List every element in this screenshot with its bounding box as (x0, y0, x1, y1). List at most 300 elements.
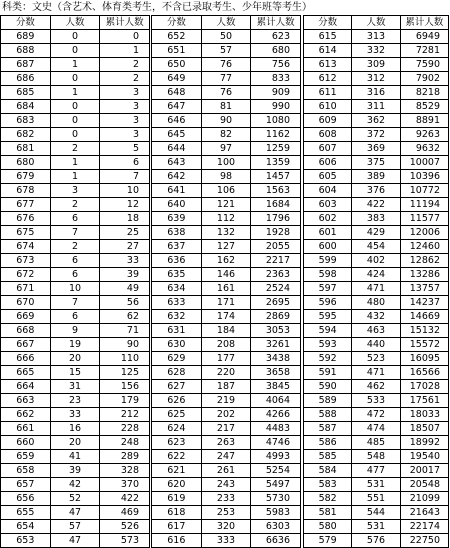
table-row (304, 156, 449, 170)
count-cell: 576 (352, 534, 400, 548)
cumulative-cell: 248 (100, 436, 150, 450)
count-cell: 402 (352, 254, 400, 268)
score-cell: 648 (152, 86, 202, 100)
count-cell: 316 (352, 86, 400, 100)
score-cell: 678 (1, 184, 51, 198)
score-cell: 582 (304, 492, 352, 506)
table-row (304, 268, 449, 282)
cumulative-cell: 71 (100, 324, 150, 338)
cumulative-cell: 6 (100, 156, 150, 170)
table-row (152, 254, 301, 268)
cumulative-cell: 8529 (400, 100, 448, 114)
count-cell: 112 (201, 212, 251, 226)
cumulative-cell: 3 (100, 114, 150, 128)
cumulative-cell: 680 (251, 44, 301, 58)
table-row (152, 100, 301, 114)
score-cell: 634 (152, 282, 202, 296)
score-cell: 638 (152, 226, 202, 240)
cumulative-cell: 12 (100, 198, 150, 212)
score-cell: 619 (152, 492, 202, 506)
count-cell: 98 (201, 170, 251, 184)
cumulative-cell: 4064 (251, 394, 301, 408)
count-cell: 233 (201, 492, 251, 506)
count-cell: 462 (352, 380, 400, 394)
table-row (304, 226, 449, 240)
header-count: 人数 (352, 16, 400, 30)
count-cell: 10 (50, 282, 100, 296)
cumulative-cell: 3 (100, 86, 150, 100)
cumulative-cell: 573 (100, 534, 150, 548)
table-row (152, 534, 301, 548)
cumulative-cell: 1259 (251, 142, 301, 156)
table-row (152, 58, 301, 72)
table-row (1, 394, 150, 408)
table-row (1, 338, 150, 352)
cumulative-cell: 623 (251, 30, 301, 44)
score-cell: 676 (1, 212, 51, 226)
cumulative-cell: 179 (100, 394, 150, 408)
score-cell: 682 (1, 128, 51, 142)
cumulative-cell: 2524 (251, 282, 301, 296)
cumulative-cell: 7590 (400, 58, 448, 72)
cumulative-cell: 20548 (400, 478, 448, 492)
table-row (1, 408, 150, 422)
table-row (304, 422, 449, 436)
cumulative-cell: 756 (251, 58, 301, 72)
count-cell: 6 (50, 268, 100, 282)
count-cell: 121 (201, 198, 251, 212)
score-cell: 596 (304, 296, 352, 310)
table-row (304, 296, 449, 310)
count-cell: 383 (352, 212, 400, 226)
score-cell: 627 (152, 380, 202, 394)
count-cell: 81 (201, 100, 251, 114)
cumulative-cell: 18992 (400, 436, 448, 450)
count-cell: 146 (201, 268, 251, 282)
score-table-2 (151, 15, 301, 548)
score-cell: 589 (304, 394, 352, 408)
score-cell: 608 (304, 128, 352, 142)
cumulative-cell: 1457 (251, 170, 301, 184)
cumulative-cell: 3 (100, 100, 150, 114)
score-cell: 631 (152, 324, 202, 338)
count-cell: 440 (352, 338, 400, 352)
header-row (1, 16, 150, 30)
cumulative-cell: 6949 (400, 30, 448, 44)
table-row (1, 310, 150, 324)
cumulative-cell: 1796 (251, 212, 301, 226)
table-row (304, 408, 449, 422)
count-cell: 19 (50, 338, 100, 352)
cumulative-cell: 14237 (400, 296, 448, 310)
count-cell: 2 (50, 198, 100, 212)
cumulative-cell: 328 (100, 464, 150, 478)
cumulative-cell: 2217 (251, 254, 301, 268)
table-row (152, 142, 301, 156)
header-cumulative: 累计人数 (251, 16, 301, 30)
count-cell: 261 (201, 464, 251, 478)
score-cell: 664 (1, 380, 51, 394)
score-cell: 688 (1, 44, 51, 58)
score-cell: 653 (1, 534, 51, 548)
count-cell: 77 (201, 72, 251, 86)
cumulative-cell: 10396 (400, 170, 448, 184)
count-cell: 132 (201, 226, 251, 240)
score-cell: 617 (152, 520, 202, 534)
table-row (1, 72, 150, 86)
cumulative-cell: 11194 (400, 198, 448, 212)
cumulative-cell: 56 (100, 296, 150, 310)
count-cell: 6 (50, 212, 100, 226)
cumulative-cell: 7281 (400, 44, 448, 58)
table-row (1, 198, 150, 212)
cumulative-cell: 2 (100, 58, 150, 72)
cumulative-cell: 5254 (251, 464, 301, 478)
table-row (304, 436, 449, 450)
score-cell: 666 (1, 352, 51, 366)
cumulative-cell: 3658 (251, 366, 301, 380)
score-cell: 643 (152, 156, 202, 170)
count-cell: 76 (201, 86, 251, 100)
count-cell: 531 (352, 520, 400, 534)
table-row (304, 44, 449, 58)
count-cell: 3 (50, 184, 100, 198)
table-row (304, 240, 449, 254)
table-row (152, 86, 301, 100)
table-row (304, 198, 449, 212)
table-row (1, 450, 150, 464)
cumulative-cell: 16566 (400, 366, 448, 380)
cumulative-cell: 2695 (251, 296, 301, 310)
count-cell: 375 (352, 156, 400, 170)
score-cell: 607 (304, 142, 352, 156)
table-row (152, 184, 301, 198)
table-row (304, 58, 449, 72)
count-cell: 0 (50, 72, 100, 86)
cumulative-cell: 8891 (400, 114, 448, 128)
score-cell: 637 (152, 240, 202, 254)
table-row (304, 128, 449, 142)
cumulative-cell: 10772 (400, 184, 448, 198)
score-cell: 605 (304, 170, 352, 184)
count-cell: 33 (50, 408, 100, 422)
cumulative-cell: 21643 (400, 506, 448, 520)
table-row (304, 170, 449, 184)
cumulative-cell: 20017 (400, 464, 448, 478)
score-cell: 662 (1, 408, 51, 422)
cumulative-cell: 7 (100, 170, 150, 184)
count-cell: 263 (201, 436, 251, 450)
score-cell: 684 (1, 100, 51, 114)
count-cell: 485 (352, 436, 400, 450)
score-cell: 601 (304, 226, 352, 240)
cumulative-cell: 9632 (400, 142, 448, 156)
count-cell: 243 (201, 478, 251, 492)
cumulative-cell: 25 (100, 226, 150, 240)
count-cell: 320 (201, 520, 251, 534)
table-row (152, 520, 301, 534)
score-cell: 679 (1, 170, 51, 184)
cumulative-cell: 4483 (251, 422, 301, 436)
score-table-grid (151, 15, 301, 548)
score-cell: 647 (152, 100, 202, 114)
table-row (1, 212, 150, 226)
score-cell: 616 (152, 534, 202, 548)
count-cell: 219 (201, 394, 251, 408)
cumulative-cell: 1 (100, 44, 150, 58)
count-cell: 1 (50, 58, 100, 72)
table-row (1, 226, 150, 240)
table-row (152, 324, 301, 338)
header-count: 人数 (50, 16, 100, 30)
cumulative-cell: 10007 (400, 156, 448, 170)
cumulative-cell: 14669 (400, 310, 448, 324)
cumulative-cell: 3 (100, 128, 150, 142)
table-row (1, 254, 150, 268)
count-cell: 41 (50, 450, 100, 464)
count-cell: 389 (352, 170, 400, 184)
table-row (304, 86, 449, 100)
header-cumulative: 累计人数 (400, 16, 448, 30)
score-cell: 670 (1, 296, 51, 310)
score-cell: 669 (1, 310, 51, 324)
count-cell: 187 (201, 380, 251, 394)
table-row (304, 520, 449, 534)
cumulative-cell: 125 (100, 366, 150, 380)
table-row (304, 310, 449, 324)
count-cell: 100 (201, 156, 251, 170)
score-cell: 580 (304, 520, 352, 534)
count-cell: 2 (50, 240, 100, 254)
score-cell: 628 (152, 366, 202, 380)
score-cell: 602 (304, 212, 352, 226)
cumulative-cell: 49 (100, 282, 150, 296)
table-row (1, 44, 150, 58)
cumulative-cell: 33 (100, 254, 150, 268)
cumulative-cell: 7902 (400, 72, 448, 86)
cumulative-cell: 422 (100, 492, 150, 506)
count-cell: 2 (50, 142, 100, 156)
cumulative-cell: 5730 (251, 492, 301, 506)
table-row (1, 324, 150, 338)
count-cell: 15 (50, 366, 100, 380)
score-cell: 672 (1, 268, 51, 282)
table-row (152, 72, 301, 86)
score-table-3 (303, 15, 449, 548)
table-row (152, 44, 301, 58)
score-cell: 579 (304, 534, 352, 548)
table-row (304, 324, 449, 338)
cumulative-cell: 5 (100, 142, 150, 156)
count-cell: 171 (201, 296, 251, 310)
score-cell: 597 (304, 282, 352, 296)
score-cell: 633 (152, 296, 202, 310)
cumulative-cell: 4266 (251, 408, 301, 422)
cumulative-cell: 0 (100, 30, 150, 44)
cumulative-cell: 3053 (251, 324, 301, 338)
score-cell: 590 (304, 380, 352, 394)
table-row (152, 366, 301, 380)
cumulative-cell: 4746 (251, 436, 301, 450)
score-cell: 675 (1, 226, 51, 240)
score-cell: 667 (1, 338, 51, 352)
score-cell: 609 (304, 114, 352, 128)
cumulative-cell: 10 (100, 184, 150, 198)
table-row (152, 338, 301, 352)
cumulative-cell: 18033 (400, 408, 448, 422)
table-row (1, 422, 150, 436)
score-cell: 635 (152, 268, 202, 282)
table-row (1, 156, 150, 170)
table-row (1, 86, 150, 100)
score-cell: 581 (304, 506, 352, 520)
cumulative-cell: 17028 (400, 380, 448, 394)
score-cell: 622 (152, 450, 202, 464)
cumulative-cell: 212 (100, 408, 150, 422)
count-cell: 82 (201, 128, 251, 142)
header-row (304, 16, 449, 30)
count-cell: 184 (201, 324, 251, 338)
count-cell: 333 (201, 534, 251, 548)
table-row (152, 310, 301, 324)
table-row (1, 296, 150, 310)
score-cell: 599 (304, 254, 352, 268)
score-cell: 593 (304, 338, 352, 352)
count-cell: 47 (50, 506, 100, 520)
score-cell: 644 (152, 142, 202, 156)
table-row (1, 114, 150, 128)
count-cell: 97 (201, 142, 251, 156)
score-cell: 603 (304, 198, 352, 212)
count-cell: 217 (201, 422, 251, 436)
table-row (304, 254, 449, 268)
score-cell: 645 (152, 128, 202, 142)
score-cell: 661 (1, 422, 51, 436)
score-cell: 652 (152, 30, 202, 44)
count-cell: 57 (201, 44, 251, 58)
score-cell: 586 (304, 436, 352, 450)
score-cell: 587 (304, 422, 352, 436)
score-cell: 583 (304, 478, 352, 492)
count-cell: 454 (352, 240, 400, 254)
score-cell: 642 (152, 170, 202, 184)
header-count: 人数 (201, 16, 251, 30)
cumulative-cell: 1928 (251, 226, 301, 240)
table-row (304, 366, 449, 380)
table-row (304, 380, 449, 394)
table-row (152, 436, 301, 450)
count-cell: 220 (201, 366, 251, 380)
cumulative-cell: 13757 (400, 282, 448, 296)
count-cell: 7 (50, 226, 100, 240)
score-cell: 625 (152, 408, 202, 422)
cumulative-cell: 1359 (251, 156, 301, 170)
table-row (1, 534, 150, 548)
table-row (1, 268, 150, 282)
score-cell: 606 (304, 156, 352, 170)
cumulative-cell: 12006 (400, 226, 448, 240)
cumulative-cell: 12862 (400, 254, 448, 268)
cumulative-cell: 526 (100, 520, 150, 534)
count-cell: 127 (201, 240, 251, 254)
table-row (152, 296, 301, 310)
score-cell: 632 (152, 310, 202, 324)
count-cell: 523 (352, 352, 400, 366)
count-cell: 16 (50, 422, 100, 436)
table-row (1, 352, 150, 366)
score-cell: 584 (304, 464, 352, 478)
table-row (152, 492, 301, 506)
score-cell: 604 (304, 184, 352, 198)
table-row (1, 184, 150, 198)
cumulative-cell: 1080 (251, 114, 301, 128)
header-cumulative: 累计人数 (100, 16, 150, 30)
count-cell: 312 (352, 72, 400, 86)
score-cell: 600 (304, 240, 352, 254)
header-score: 分数 (304, 16, 352, 30)
cumulative-cell: 18 (100, 212, 150, 226)
score-cell: 673 (1, 254, 51, 268)
score-cell: 639 (152, 212, 202, 226)
table-row (304, 282, 449, 296)
count-cell: 432 (352, 310, 400, 324)
count-cell: 0 (50, 30, 100, 44)
cumulative-cell: 228 (100, 422, 150, 436)
table-row (1, 128, 150, 142)
score-cell: 654 (1, 520, 51, 534)
count-cell: 6 (50, 254, 100, 268)
score-cell: 689 (1, 30, 51, 44)
cumulative-cell: 16095 (400, 352, 448, 366)
score-table-grid (0, 15, 150, 548)
count-cell: 531 (352, 478, 400, 492)
count-cell: 247 (201, 450, 251, 464)
count-cell: 161 (201, 282, 251, 296)
cumulative-cell: 17561 (400, 394, 448, 408)
score-cell: 686 (1, 72, 51, 86)
score-cell: 657 (1, 478, 51, 492)
score-cell: 594 (304, 324, 352, 338)
count-cell: 0 (50, 44, 100, 58)
count-cell: 548 (352, 450, 400, 464)
cumulative-cell: 833 (251, 72, 301, 86)
count-cell: 471 (352, 282, 400, 296)
cumulative-cell: 5983 (251, 506, 301, 520)
score-cell: 683 (1, 114, 51, 128)
table-row (152, 128, 301, 142)
score-cell: 677 (1, 198, 51, 212)
score-cell: 592 (304, 352, 352, 366)
score-cell: 641 (152, 184, 202, 198)
count-cell: 463 (352, 324, 400, 338)
count-cell: 106 (201, 184, 251, 198)
table-caption: 科类：文史（含艺术、体育类考生，不含已录取考生、少年班等考生） (2, 2, 312, 13)
score-cell: 680 (1, 156, 51, 170)
score-cell: 612 (304, 72, 352, 86)
table-row (1, 282, 150, 296)
count-cell: 372 (352, 128, 400, 142)
count-cell: 332 (352, 44, 400, 58)
count-cell: 76 (201, 58, 251, 72)
table-row (1, 492, 150, 506)
cumulative-cell: 39 (100, 268, 150, 282)
count-cell: 480 (352, 296, 400, 310)
table-row (152, 268, 301, 282)
score-cell: 591 (304, 366, 352, 380)
cumulative-cell: 289 (100, 450, 150, 464)
count-cell: 309 (352, 58, 400, 72)
count-cell: 7 (50, 296, 100, 310)
